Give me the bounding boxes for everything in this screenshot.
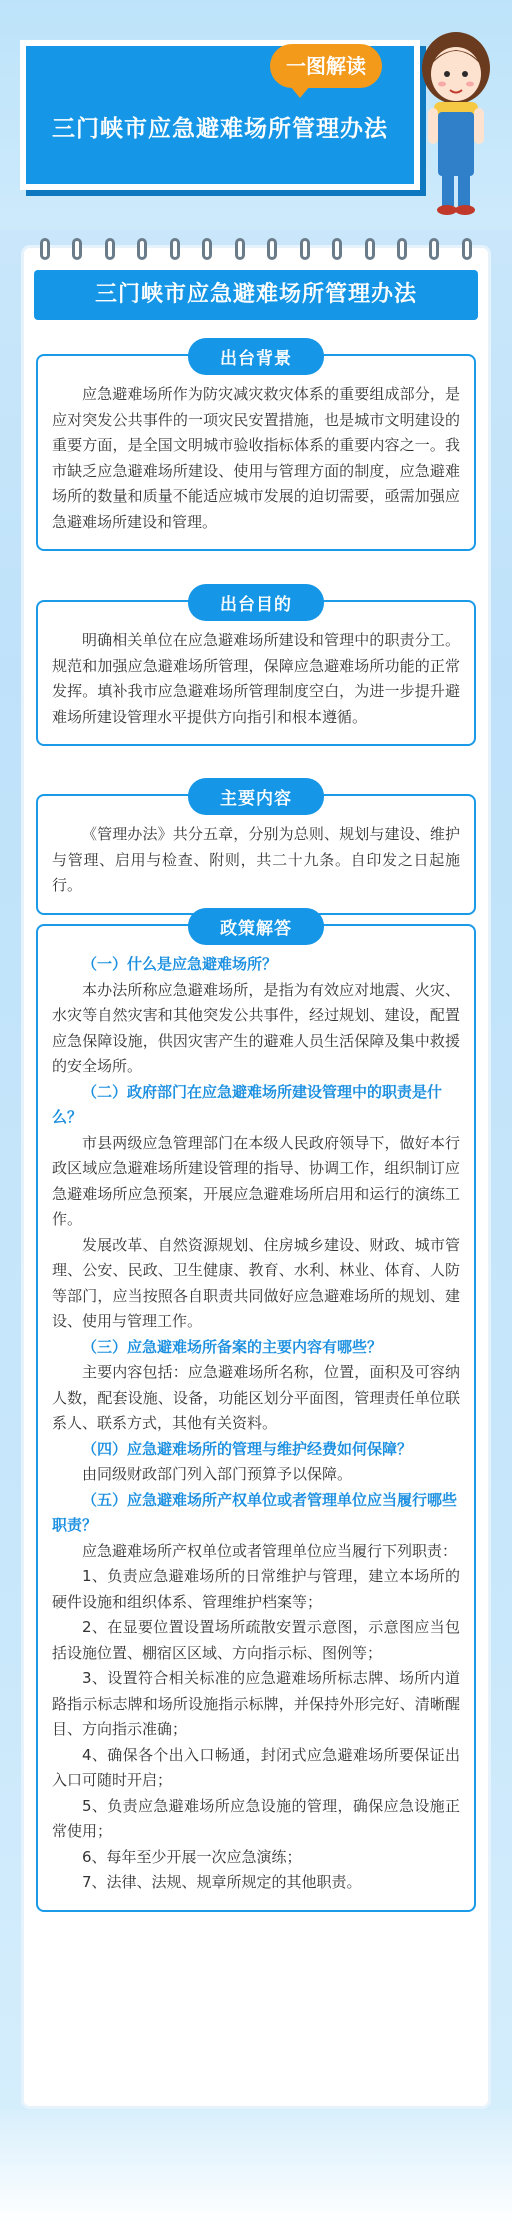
binder-ring-icon [202,238,212,260]
duty-item: 6、每年至少开展一次应急演练； [82,1847,302,1866]
question-3: （三）应急避难场所备案的主要内容有哪些？ [82,1337,383,1356]
binder-ring-icon [300,238,310,260]
binder-ring-icon [267,238,277,260]
section-content [36,789,476,915]
section-background [36,349,476,551]
binder-ring-icon [332,238,342,260]
question-4: （四）应急避难场所的管理与维护经费如何保障？ [82,1439,413,1458]
binder-ring-icon [105,238,115,260]
section-purpose [36,595,476,746]
binder-ring-icon [397,238,407,260]
infographic-badge: 一图解读 [270,44,382,88]
answer-2b: 发展改革、自然资源规划、住房城乡建设、财政、城市管理、公安、民政、卫生健康、教育、水利、林业、体育、人防等部门，应当按照各自职责共同做好应急避难场所的规划、建设、使用与管理工作。 [52,1235,460,1330]
binder-rings [40,238,472,262]
question-5: （五）应急避难场所产权单位或者管理单位应当履行哪些职责？ [52,1490,458,1534]
section-background-text: 应急避难场所作为防灾减灾救灾体系的重要组成部分，是应对突发公共事件的一项灾民安置措施，也是城市文明建设的重要方面，是全国文明城市验收指标体系的重要内容之一。我市缺乏应急避难场所建设、使用与管理方面的制度，应急避难场所的数量和质量不能适应城市发展的迫切需要，亟需加强应急避难场所建设和管理。 [52,385,460,531]
question-2: （二）政府部门在应急避难场所建设管理中的职责是什么？ [52,1082,443,1126]
binder-ring-icon [429,238,439,260]
duty-item: 7、法律、法规、规章所规定的其他职责。 [82,1873,362,1891]
bottom-decoration [0,2110,512,2224]
page-title: 三门峡市应急避难场所管理办法 [52,116,388,142]
binder-ring-icon [462,238,472,260]
duty-item: 3、设置符合相关标准的应急避难场所标志牌、场所内道路指示标志牌和场所设施指示标牌，并保持外形完好、清晰醒目、方向指示准确； [52,1669,460,1738]
section-policy-label: 政策解答 [188,908,324,945]
section-content-text: 《管理办法》共分五章，分别为总则、规划与建设、维护与管理、启用与检查、附则，共二十九条。自印发之日起施行。 [52,825,460,894]
duty-item: 2、在显要位置设置场所疏散安置示意图，示意图应当包括设施位置、棚宿区区域、方向指示标、图例等； [52,1618,460,1662]
notebook-title: 三门峡市应急避难场所管理办法 [34,270,478,320]
section-content-box [36,789,476,915]
binder-ring-icon [235,238,245,260]
answer-2a: 市县两级应急管理部门在本级人民政府领导下，做好本行政区域应急避难场所建设管理的指导、协调工作，组织制订应急避难场所应急预案，开展应急避难场所启用和运行的演练工作。 [52,1133,460,1228]
binder-ring-icon [137,238,147,260]
section-purpose-label: 出台目的 [188,584,324,621]
section-policy [36,919,476,1912]
binder-ring-icon [40,238,50,260]
answer-5: 应急避难场所产权单位或者管理单位应当履行下列职责： [82,1541,458,1560]
notebook-card [24,248,488,2106]
answer-1: 本办法所称应急避难场所，是指为有效应对地震、火灾、水灾等自然灾害和其他突发公共事件，经过规划、建设，配置应急保障设施，供因灾害产生的避难人员生活保障及集中救援的安全场所。 [52,980,460,1075]
duty-item: 4、确保各个出入口畅通，封闭式应急避难场所要保证出入口可随时开启； [52,1745,460,1789]
answer-4: 由同级财政部门列入部门预算予以保障。 [82,1465,353,1483]
section-content-label: 主要内容 [188,778,324,815]
binder-ring-icon [365,238,375,260]
duty-item: 5、负责应急避难场所应急设施的管理，确保应急设施正常使用； [52,1796,460,1840]
question-1: （一）什么是应急避难场所？ [82,955,278,973]
mascot-girl-icon [404,28,508,218]
binder-ring-icon [72,238,82,260]
binder-ring-icon [170,238,180,260]
duty-item: 1、负责应急避难场所的日常维护与管理，建立本场所的硬件设施和组织体系、管理维护档案等； [52,1567,460,1611]
answer-3: 主要内容包括：应急避难场所名称，位置，面积及可容纳人数，配套设施、设备，功能区划分平面图，管理责任单位联系人、联系方式，其他有关资料。 [52,1363,460,1432]
section-background-box [36,349,476,551]
section-policy-box [36,919,476,1912]
section-purpose-box [36,595,476,746]
section-background-label: 出台背景 [188,338,324,375]
section-purpose-text: 明确相关单位在应急避难场所建设和管理中的职责分工。规范和加强应急避难场所管理，保障应急避难场所功能的正常发挥。填补我市应急避难场所管理制度空白，为进一步提升避难场所建设管理水平提供方向指引和根本遵循。 [52,631,460,726]
